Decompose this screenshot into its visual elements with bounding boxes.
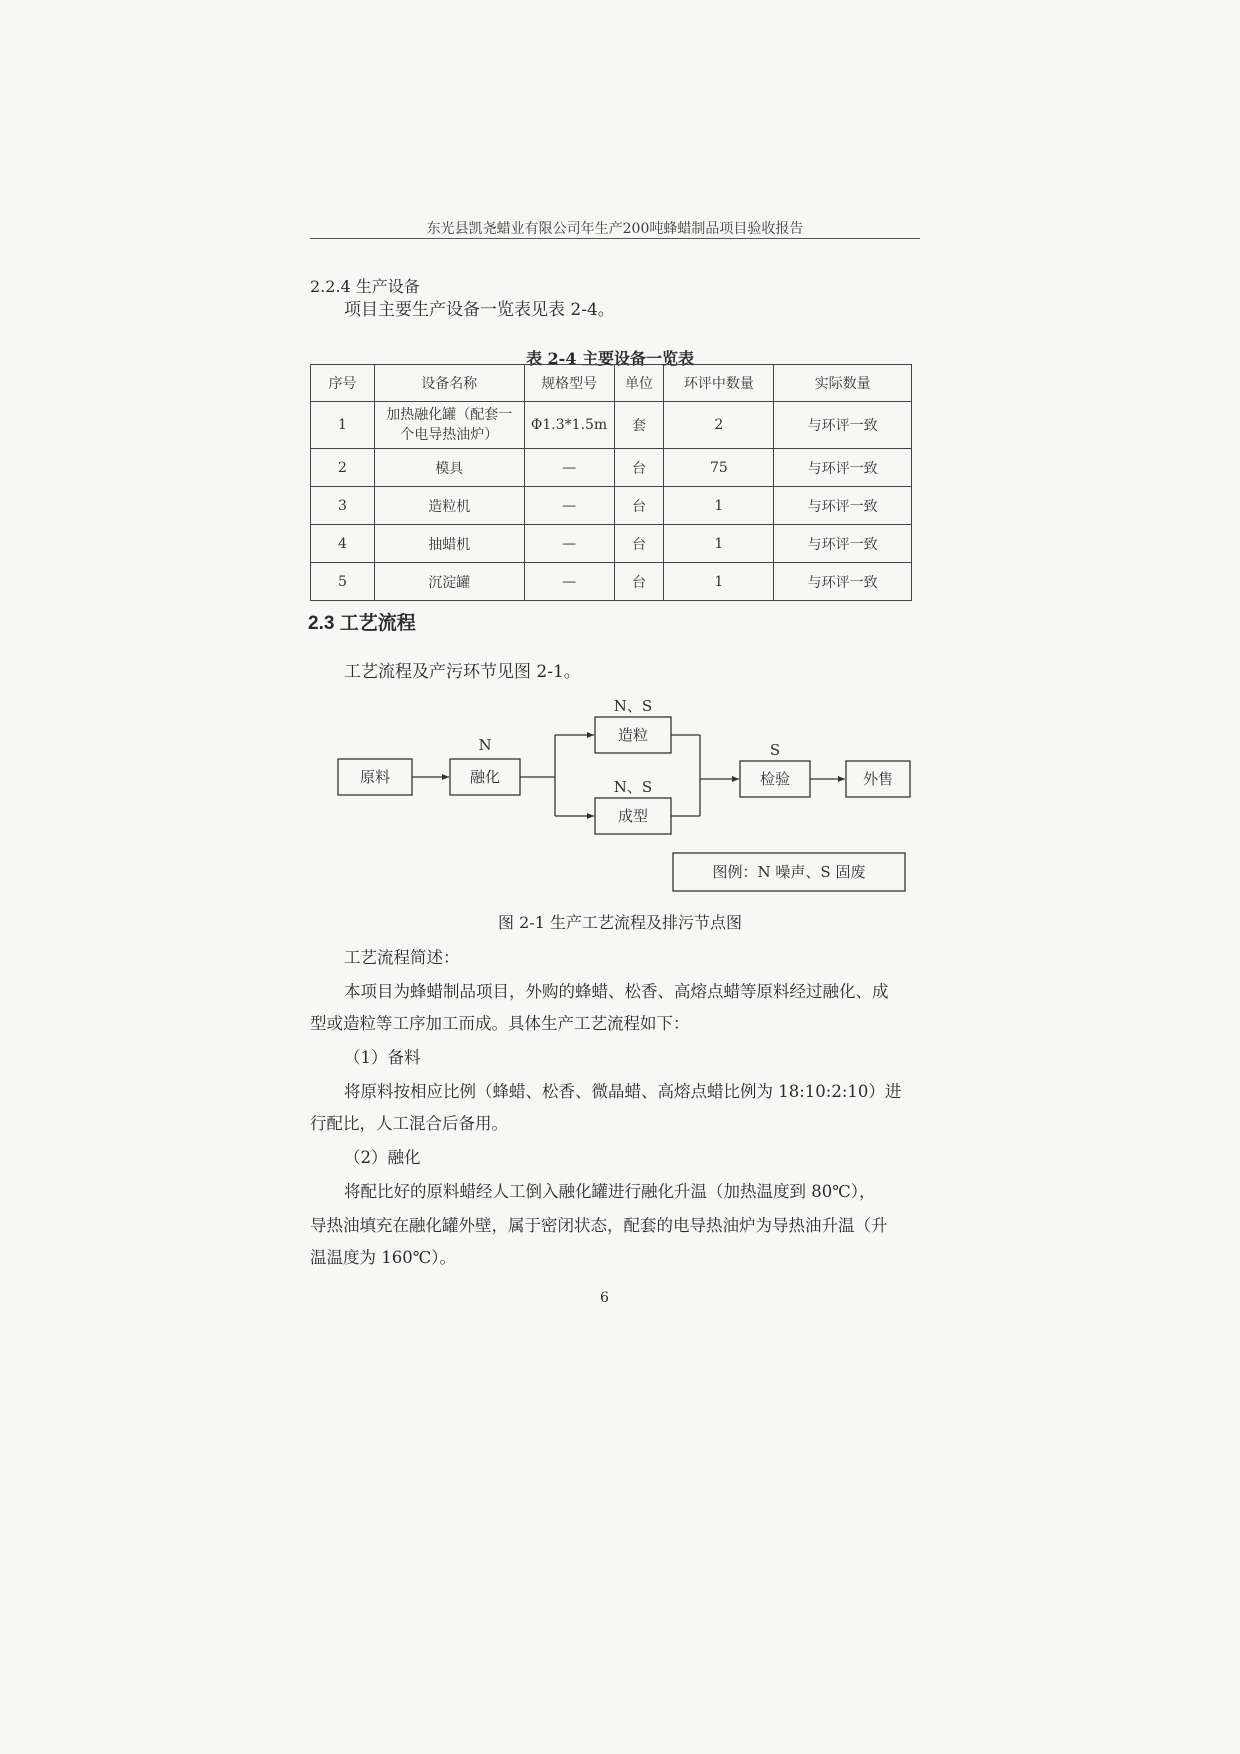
cell-actual: 与环评一致	[774, 525, 912, 563]
cell-no: 2	[311, 449, 375, 487]
cell-qty-eia: 2	[664, 402, 774, 449]
table-header-row	[311, 365, 912, 402]
cell-no: 4	[311, 525, 375, 563]
page-number: 6	[600, 1290, 609, 1306]
cell-qty-eia: 1	[664, 563, 774, 601]
cell-actual: 与环评一致	[774, 449, 912, 487]
cell-unit: 台	[614, 525, 664, 563]
label-raw: 原料	[359, 768, 391, 786]
table-row	[311, 449, 912, 487]
equipment-table	[310, 364, 912, 601]
paragraph-line: 本项目为蜂蜡制品项目，外购的蜂蜡、松香、高熔点蜡等原料经过融化、成	[344, 982, 889, 1001]
step-heading: （1）备料	[344, 1048, 421, 1067]
cell-name: 沉淀罐	[374, 563, 524, 601]
cell-actual: 与环评一致	[774, 487, 912, 525]
table-row	[311, 525, 912, 563]
label-melt: 融化	[469, 768, 501, 786]
column-header: 规格型号	[524, 365, 614, 402]
cell-unit: 台	[614, 563, 664, 601]
table-row	[311, 402, 912, 449]
column-header: 设备名称	[374, 365, 524, 402]
label-mold: 成型	[617, 807, 649, 825]
label-sell: 外售	[862, 770, 894, 788]
cell-spec: —	[524, 563, 614, 601]
cell-name-line: 加热融化罐（配套一	[386, 407, 513, 423]
cell-name	[374, 402, 524, 449]
mark-mold: N、S	[613, 778, 653, 796]
paragraph-line: 温温度为 160℃）。	[310, 1248, 456, 1267]
legend-text: 图例：N 噪声、S 固废	[712, 863, 866, 881]
paragraph-line: 行配比，人工混合后备用。	[310, 1114, 508, 1133]
cell-name: 抽蜡机	[374, 525, 524, 563]
cell-spec: —	[524, 449, 614, 487]
summary-title: 工艺流程简述：	[344, 948, 460, 967]
cell-spec: —	[524, 525, 614, 563]
section-intro-2-3: 工艺流程及产污环节见图 2-1。	[344, 662, 581, 682]
step-heading: （2）融化	[344, 1148, 421, 1167]
cell-unit: 套	[614, 402, 664, 449]
paragraph-line: 型或造粒等工序加工而成。具体生产工艺流程如下：	[310, 1014, 690, 1033]
paragraph-line: 将配比好的原料蜡经人工倒入融化罐进行融化升温（加热温度到 80℃），	[344, 1182, 876, 1201]
table-row	[311, 563, 912, 601]
section-heading-2-3: 2.3 工艺流程	[308, 613, 416, 634]
header-rule	[310, 238, 920, 239]
label-granulate: 造粒	[617, 726, 649, 744]
table-caption: 表 2-4 主要设备一览表	[525, 349, 695, 368]
cell-actual: 与环评一致	[774, 563, 912, 601]
cell-qty-eia: 1	[664, 487, 774, 525]
section-heading-2-2-4: 2.2.4 生产设备	[310, 277, 420, 296]
process-flow-diagram	[330, 685, 920, 895]
table-row	[311, 487, 912, 525]
cell-actual: 与环评一致	[774, 402, 912, 449]
paragraph-line: 将原料按相应比例（蜂蜡、松香、微晶蜡、高熔点蜡比例为 18:10:2:10）进	[344, 1082, 902, 1101]
cell-qty-eia: 1	[664, 525, 774, 563]
mark-inspect: S	[769, 741, 781, 759]
cell-unit: 台	[614, 449, 664, 487]
cell-unit: 台	[614, 487, 664, 525]
column-header: 序号	[311, 365, 375, 402]
page-header: 东光县凯尧蜡业有限公司年生产200吨蜂蜡制品项目验收报告	[426, 221, 804, 237]
cell-spec: Φ1.3*1.5m	[524, 402, 614, 449]
label-inspect: 检验	[759, 770, 791, 788]
cell-spec: —	[524, 487, 614, 525]
figure-caption: 图 2-1 生产工艺流程及排污节点图	[498, 913, 742, 932]
column-header: 实际数量	[774, 365, 912, 402]
column-header: 环评中数量	[664, 365, 774, 402]
cell-name-line: 个电导热油炉）	[400, 427, 499, 443]
paragraph-line: 导热油填充在融化罐外壁，属于密闭状态，配套的电导热油炉为导热油升温（升	[310, 1216, 888, 1235]
column-header: 单位	[614, 365, 664, 402]
mark-melt: N	[478, 736, 492, 754]
cell-no: 1	[311, 402, 375, 449]
cell-no: 5	[311, 563, 375, 601]
mark-granulate: N、S	[613, 697, 653, 715]
cell-name: 模具	[374, 449, 524, 487]
cell-name: 造粒机	[374, 487, 524, 525]
section-intro-2-2-4: 项目主要生产设备一览表见表 2-4。	[344, 300, 615, 320]
cell-qty-eia: 75	[664, 449, 774, 487]
cell-no: 3	[311, 487, 375, 525]
